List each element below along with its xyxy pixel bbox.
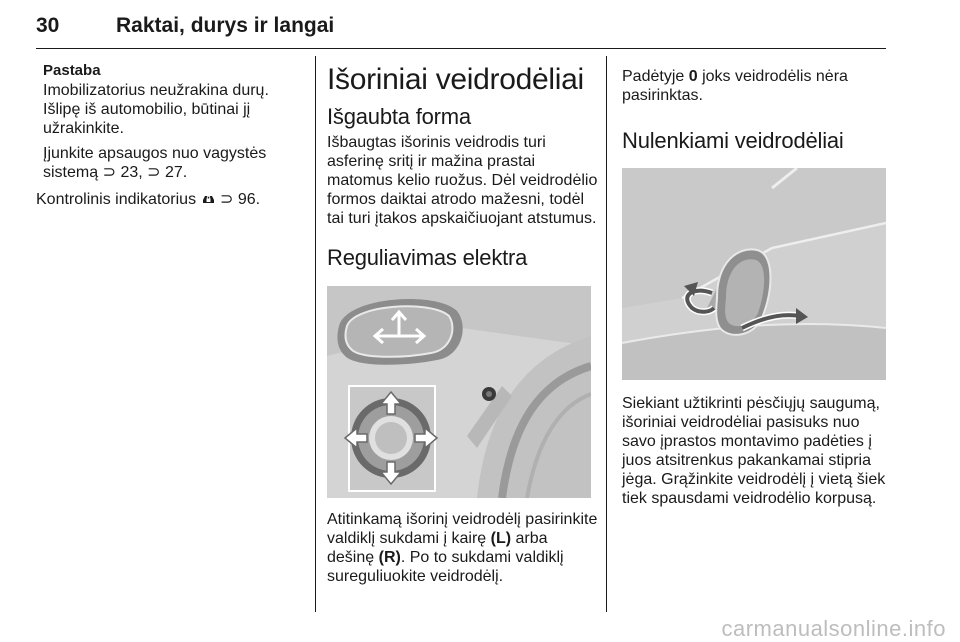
position-zero: 0 [688, 68, 698, 85]
page-ref-b[interactable]: 27 [164, 164, 183, 181]
reference-icon: ⊃ [147, 164, 161, 181]
header-rule [36, 48, 886, 49]
column-3 [622, 67, 888, 508]
column-2 [327, 63, 599, 586]
left-label: (L) [490, 530, 512, 547]
column-divider-2 [606, 56, 607, 612]
folding-mirror-drawing [622, 168, 886, 380]
column-1 [36, 62, 308, 209]
note-box [36, 62, 308, 182]
mirror-control-illustration [327, 286, 591, 498]
page-ref-indicator[interactable]: 96 [237, 191, 256, 208]
note-text-2: Įjunkite apsaugos nuo vagystės sistemą ⊃ 23, ⊃ 27. [43, 145, 267, 181]
watermark: carmanualsonline.info [721, 616, 946, 641]
mirror-control-drawing [327, 286, 591, 498]
reference-icon: ⊃ [102, 164, 116, 181]
folding-text: Siekiant užtikrinti pėsčiųjų saugumą, išoriniai veidrodėliai pasisuks nuo savo įprastos montavimo padėties į juos atsitrenkus pakankamai stipria jėga. Grąžinkite veidrodėlį į vietą šiek tiek spausdami veidrodėlio korpusą. [622, 395, 886, 507]
subheading-convex: Išgaubta forma [327, 104, 471, 129]
chapter-title: Raktai, durys ir langai [116, 14, 335, 37]
subheading-folding: Nulenkiami veidrodėliai [622, 128, 844, 153]
page-ref-a[interactable]: 23 [120, 164, 139, 181]
page-number: 30 [36, 14, 60, 37]
note-text: Imobilizatorius neužrakina durų. Išlipę iš automobilio, būtinai jį užrakinkite. [43, 82, 269, 137]
car-lock-icon [201, 192, 216, 205]
page-header [36, 14, 886, 48]
position-zero-text: Padėtyje 0 joks veidrodėlis nėra pasirinktas. [622, 68, 848, 104]
folding-mirror-illustration [622, 168, 886, 380]
convex-text: Išbaugtas išorinis veidrodis turi asferinę sritį ir mažina prastai matomus kelio ruožus. Dėl veidrodėlio formos daiktai atrodo mažesni, todėl tai turi įtakos apskaičiuojant atstumus. [327, 134, 598, 227]
section-heading-mirrors: Išoriniai veidrodėliai [327, 63, 584, 96]
note-title: Pastaba [43, 62, 101, 79]
right-label: (R) [378, 549, 401, 566]
subheading-electric: Reguliavimas elektra [327, 245, 528, 270]
electric-caption: Atitinkamą išorinį veidrodėlį pasirinkite valdiklį sukdami į kairę (L) arba dešinę (R). Po to sukdami valdiklį sureguliuokite veidrodėlį. [327, 511, 598, 585]
column-divider-1 [315, 56, 316, 612]
reference-icon: ⊃ [219, 191, 234, 208]
indicator-line: Kontrolinis indikatorius ⊃ 96. [36, 191, 261, 208]
